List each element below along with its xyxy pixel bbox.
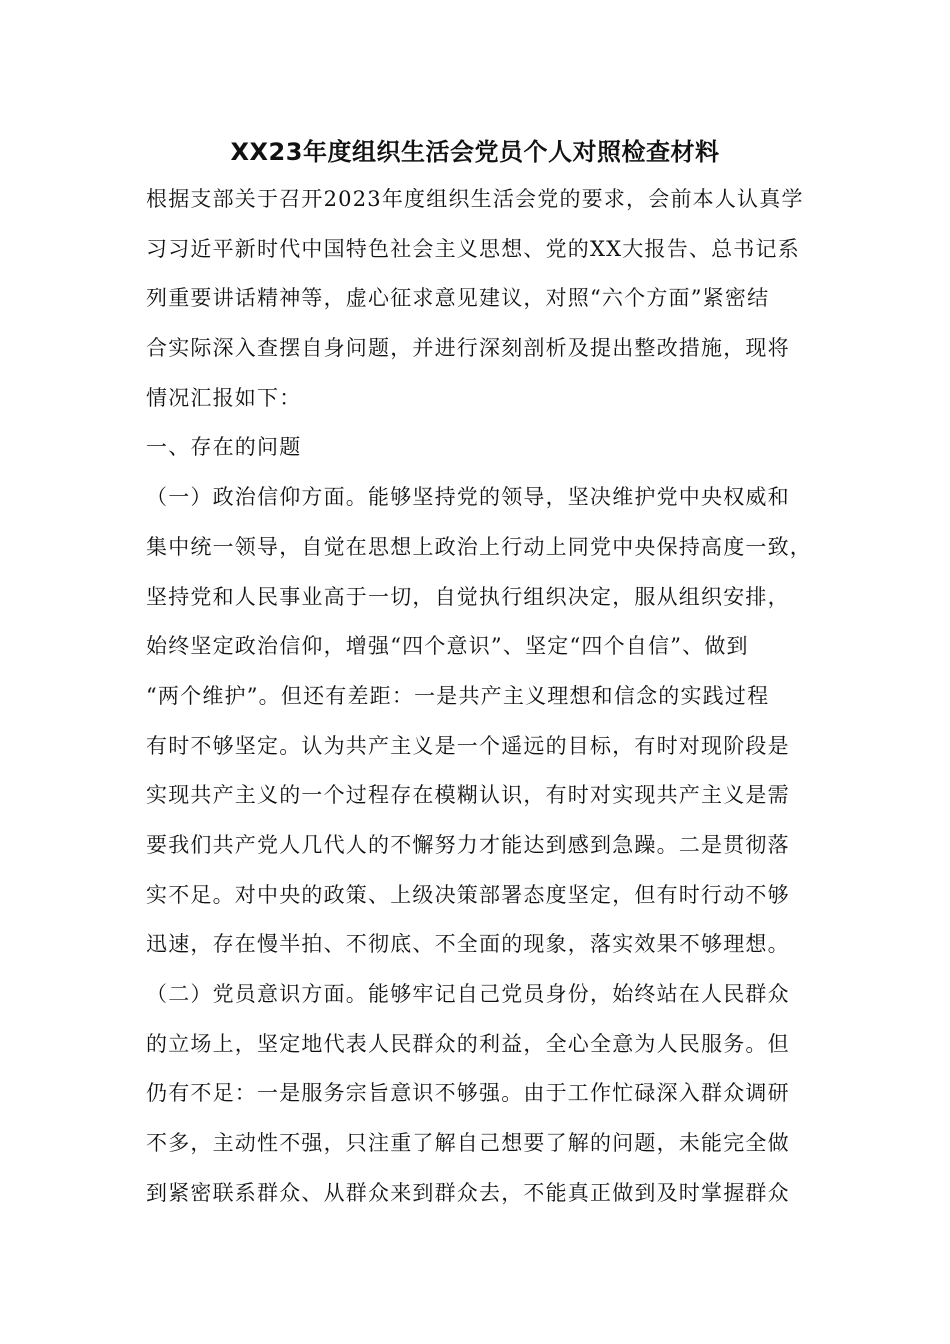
text-line: 情况汇报如下： bbox=[146, 385, 302, 410]
text-line: 要我们共产党人几代人的不懈努力才能达到感到急躁。二是贯彻落 bbox=[146, 832, 790, 857]
text-line: （一）政治信仰方面。能够坚持党的领导，坚决维护党中央权威和 bbox=[146, 485, 790, 510]
text-line: 有时不够坚定。认为共产主义是一个遥远的目标，有时对现阶段是 bbox=[146, 733, 790, 758]
text-line: 的立场上，坚定地代表人民群众的利益，全心全意为人民服务。但 bbox=[146, 1031, 790, 1056]
text-line: “两个维护”。但还有差距：一是共产主义理想和信念的实践过程 bbox=[146, 683, 770, 708]
text-line: 列重要讲话精神等，虚心征求意见建议，对照“六个方面”紧密结 bbox=[146, 286, 770, 311]
text-line: 合实际深入查摆自身问题，并进行深刻剖析及提出整改措施，现将 bbox=[146, 336, 790, 361]
text-line: 实不足。对中央的政策、上级决策部署态度坚定，但有时行动不够 bbox=[146, 882, 790, 907]
text-line: 习习近平新时代中国特色社会主义思想、党的XX大报告、总书记系 bbox=[146, 236, 800, 261]
text-line: 实现共产主义的一个过程存在模糊认识，有时对实现共产主义是需 bbox=[146, 783, 790, 808]
document-body bbox=[146, 175, 812, 1218]
section-heading: 一、存在的问题 bbox=[146, 435, 302, 460]
text-line: （二）党员意识方面。能够牢记自己党员身份，始终站在人民群众 bbox=[146, 982, 790, 1006]
text-line: 根据支部关于召开2023年度组织生活会党的要求，会前本人认真学 bbox=[146, 187, 804, 211]
text-line: 到紧密联系群众、从群众来到群众去，不能真正做到及时掌握群众 bbox=[146, 1180, 790, 1205]
text-line: 始终坚定政治信仰，增强“四个意识”、坚定“四个自信”、做到 bbox=[146, 634, 749, 659]
text-line: 集中统一领导，自觉在思想上政治上行动上同党中央保持高度一致， bbox=[146, 534, 812, 559]
text-line: 不多，主动性不强，只注重了解自己想要了解的问题，未能完全做 bbox=[146, 1131, 790, 1156]
text-line: 迅速，存在慢半拍、不彻底、不全面的现象，落实效果不够理想。 bbox=[146, 932, 790, 957]
document-title: XX23年度组织生活会党员个人对照检查材料 bbox=[230, 138, 720, 166]
text-line: 坚持党和人民事业高于一切，自觉执行组织决定，服从组织安排， bbox=[146, 584, 790, 609]
text-line: 仍有不足：一是服务宗旨意识不够强。由于工作忙碌深入群众调研 bbox=[146, 1081, 790, 1106]
